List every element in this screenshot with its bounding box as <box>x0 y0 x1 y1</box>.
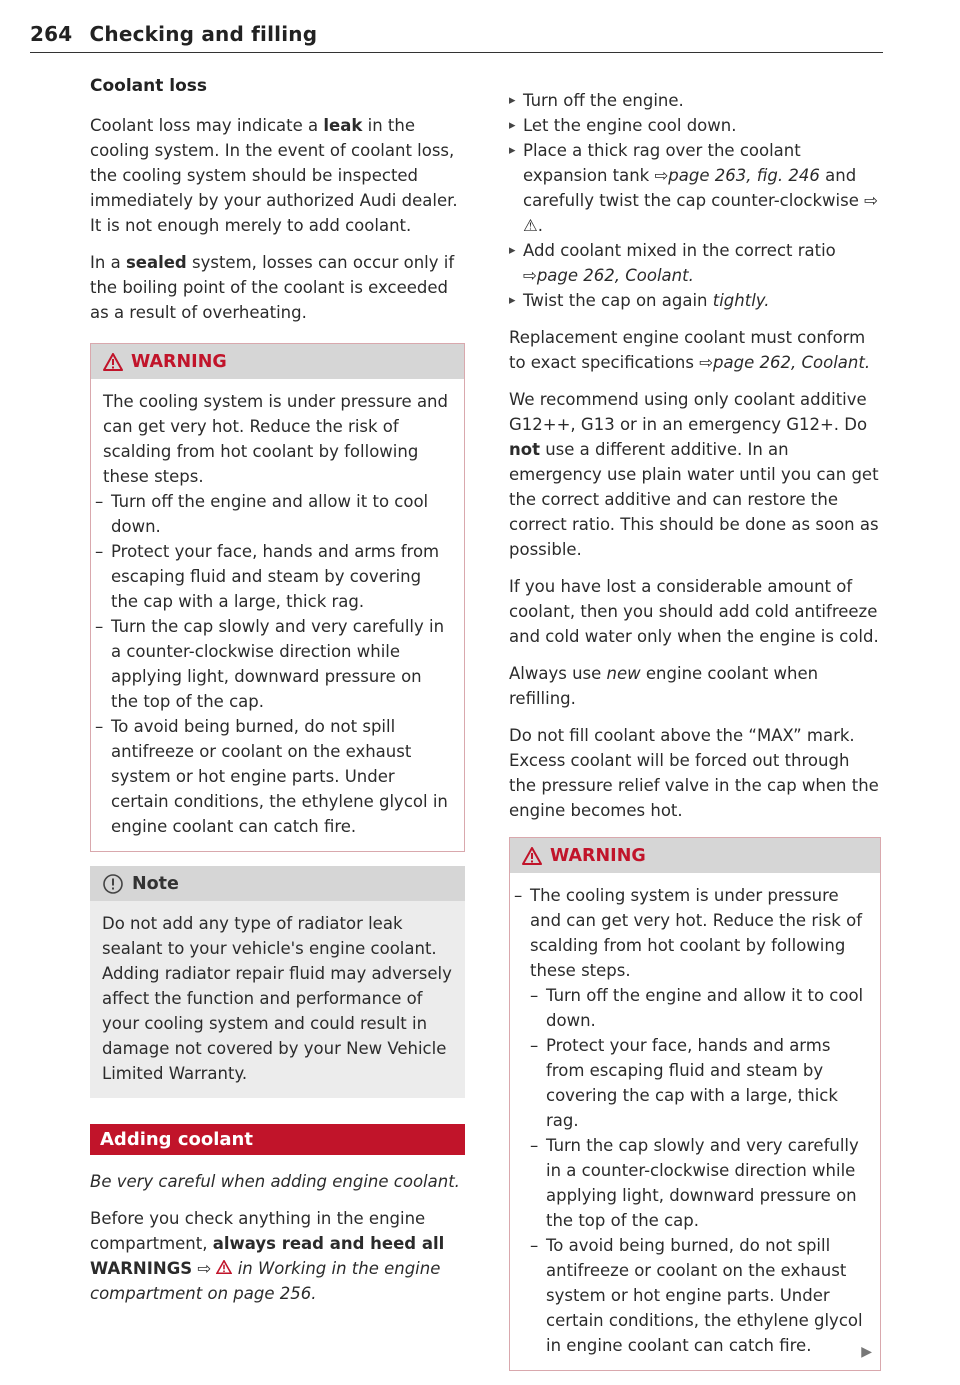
text: Before you check anything in the engine compartment, <box>90 1209 426 1253</box>
coolant-loss-heading: Coolant loss <box>90 76 208 96</box>
section-intro: Be very careful when adding engine coolant. <box>90 1172 460 1191</box>
warning-triangle-icon <box>103 353 123 371</box>
page-reference-link[interactable]: in Working in the engine compartment on page 256. <box>90 1259 441 1303</box>
not-emphasis: not <box>509 440 540 459</box>
warning-title: WARNING <box>131 351 227 372</box>
page-reference-link[interactable]: ⇨page 262, Coolant. <box>699 353 871 372</box>
new-emphasis: new <box>606 664 641 683</box>
warning-substep: – To avoid being burned, do not spill antifreeze or coolant on the exhaust system or hot engine parts. Under certain conditions, the ethylene glycol in engine coolant can catch fire. <box>522 1233 868 1358</box>
procedure-step <box>509 238 881 288</box>
warning-box-left <box>90 343 465 852</box>
note-box <box>90 866 465 1098</box>
considerable-loss-paragraph: If you have lost a considerable amount of coolant, then you should add cold antifreeze and cold water only when the engine is cold. <box>509 577 879 646</box>
warning-body <box>510 873 880 1370</box>
new-coolant-paragraph <box>509 661 881 711</box>
warning-body <box>91 379 464 851</box>
warning-substep: – Turn off the engine and allow it to cool down. <box>522 983 868 1033</box>
warning-intro: The cooling system is under pressure and can get very hot. Reduce the risk of scalding from hot coolant by following these steps. <box>103 392 448 486</box>
procedure-step <box>509 138 881 238</box>
text: Twist the cap on again <box>523 291 713 310</box>
warnings-reference-paragraph <box>90 1206 465 1306</box>
page-reference-link[interactable]: ⇨page 263, fig. 246 <box>654 166 820 185</box>
arrow-ref-icon: ⇨ <box>192 1259 217 1278</box>
text: and carefully twist the cap counter-clockwise ⇨ ⚠. <box>523 166 878 235</box>
warning-substeps <box>522 983 868 1358</box>
procedure-step <box>509 288 881 313</box>
note-title: Note <box>132 873 179 894</box>
warning-step: – To avoid being burned, do not spill antifreeze or coolant on the exhaust system or hot engine parts. Under certain conditions, the ethylene glycol in engine coolant can catch fire. <box>87 714 452 839</box>
warning-step: – Turn the cap slowly and very carefully in a counter-clockwise direction while applying light, downward pressure on the top of the cap. <box>87 614 452 714</box>
procedure-step <box>509 113 881 138</box>
warnings-emphasis: always read and heed all WARNINGS <box>90 1234 445 1278</box>
warning-item: – The cooling system is under pressure and can get very hot. Reduce the risk of scalding from hot coolant by following these steps. <box>506 883 868 983</box>
text: use a different additive. In an emergency use plain water until you can get the correct additive and can restore the correct ratio. This should be done as soon as possible. <box>509 440 879 559</box>
page-reference-link[interactable]: ⇨page 262, Coolant. <box>523 266 694 285</box>
section-title-bar <box>90 1124 465 1155</box>
info-circle-icon <box>102 873 124 895</box>
warning-substep: – Turn the cap slowly and very carefully in a counter-clockwise direction while applying light, downward pressure on the top of the cap. <box>522 1133 868 1233</box>
text: Always use <box>509 664 607 683</box>
continue-arrow-icon: ▶ <box>861 1344 872 1360</box>
sealed-system-paragraph <box>90 250 465 325</box>
warning-box-right <box>509 837 881 1371</box>
leak-emphasis: leak <box>323 116 363 135</box>
page-number: 264 <box>30 22 73 46</box>
warning-title: WARNING <box>550 845 646 866</box>
page-header <box>30 22 883 53</box>
procedure-step <box>509 88 881 113</box>
warning-inline-icon <box>216 1259 232 1278</box>
right-column <box>509 88 881 1385</box>
max-mark-paragraph: Do not fill coolant above the “MAX” mark. Excess coolant will be forced out through the pressure relief valve in the cap when the engine becomes hot. <box>509 726 879 820</box>
text: Coolant loss may indicate a <box>90 116 324 135</box>
text: system, losses can occur only if the boiling point of the coolant is exceeded as a result of overheating. <box>90 253 455 322</box>
warning-substep: – Protect your face, hands and arms from escaping fluid and steam by covering the cap with a large, thick rag. <box>522 1033 868 1133</box>
text: In a <box>90 253 126 272</box>
note-text: Do not add any type of radiator leak sealant to your vehicle's engine coolant. Adding radiator repair fluid may adversely affect the function and performance of your cooling system and could result in damage not covered by your New Vehicle Limited Warranty. <box>102 914 452 1083</box>
coolant-loss-paragraph <box>90 113 465 238</box>
warning-steps <box>87 489 452 839</box>
text: Let the engine cool down. <box>523 116 737 135</box>
additive-paragraph <box>509 387 881 562</box>
note-body <box>90 901 465 1098</box>
text: in the cooling system. In the event of coolant loss, the cooling system should be inspected immediately by your authorized Audi dealer. It is not enough merely to add coolant. <box>90 116 458 235</box>
section-title: Adding coolant <box>100 1129 253 1150</box>
procedure-steps <box>509 88 881 313</box>
text: Replacement engine coolant must conform to exact specifications <box>509 328 866 372</box>
warning-step: – Protect your face, hands and arms from escaping fluid and steam by covering the cap with a large, thick rag. <box>87 539 452 614</box>
warning-step: – Turn off the engine and allow it to cool down. <box>87 489 452 539</box>
warning-items <box>506 883 868 983</box>
text: Turn off the engine. <box>523 91 684 110</box>
note-header <box>90 866 465 901</box>
specification-paragraph <box>509 325 881 375</box>
tightly-emphasis: tightly. <box>712 291 770 310</box>
left-column <box>90 74 465 1318</box>
warning-triangle-icon <box>522 847 542 865</box>
warning-header <box>510 838 880 873</box>
warning-header <box>91 344 464 379</box>
text: Place a thick rag over the coolant expansion tank <box>523 141 801 185</box>
sealed-emphasis: sealed <box>125 253 187 272</box>
text: We recommend using only coolant additive G12++, G13 or in an emergency G12+. Do <box>509 390 868 434</box>
text: engine coolant when refilling. <box>509 664 819 708</box>
chapter-title: Checking and filling <box>89 22 318 46</box>
text: Add coolant mixed in the correct ratio <box>523 241 836 260</box>
